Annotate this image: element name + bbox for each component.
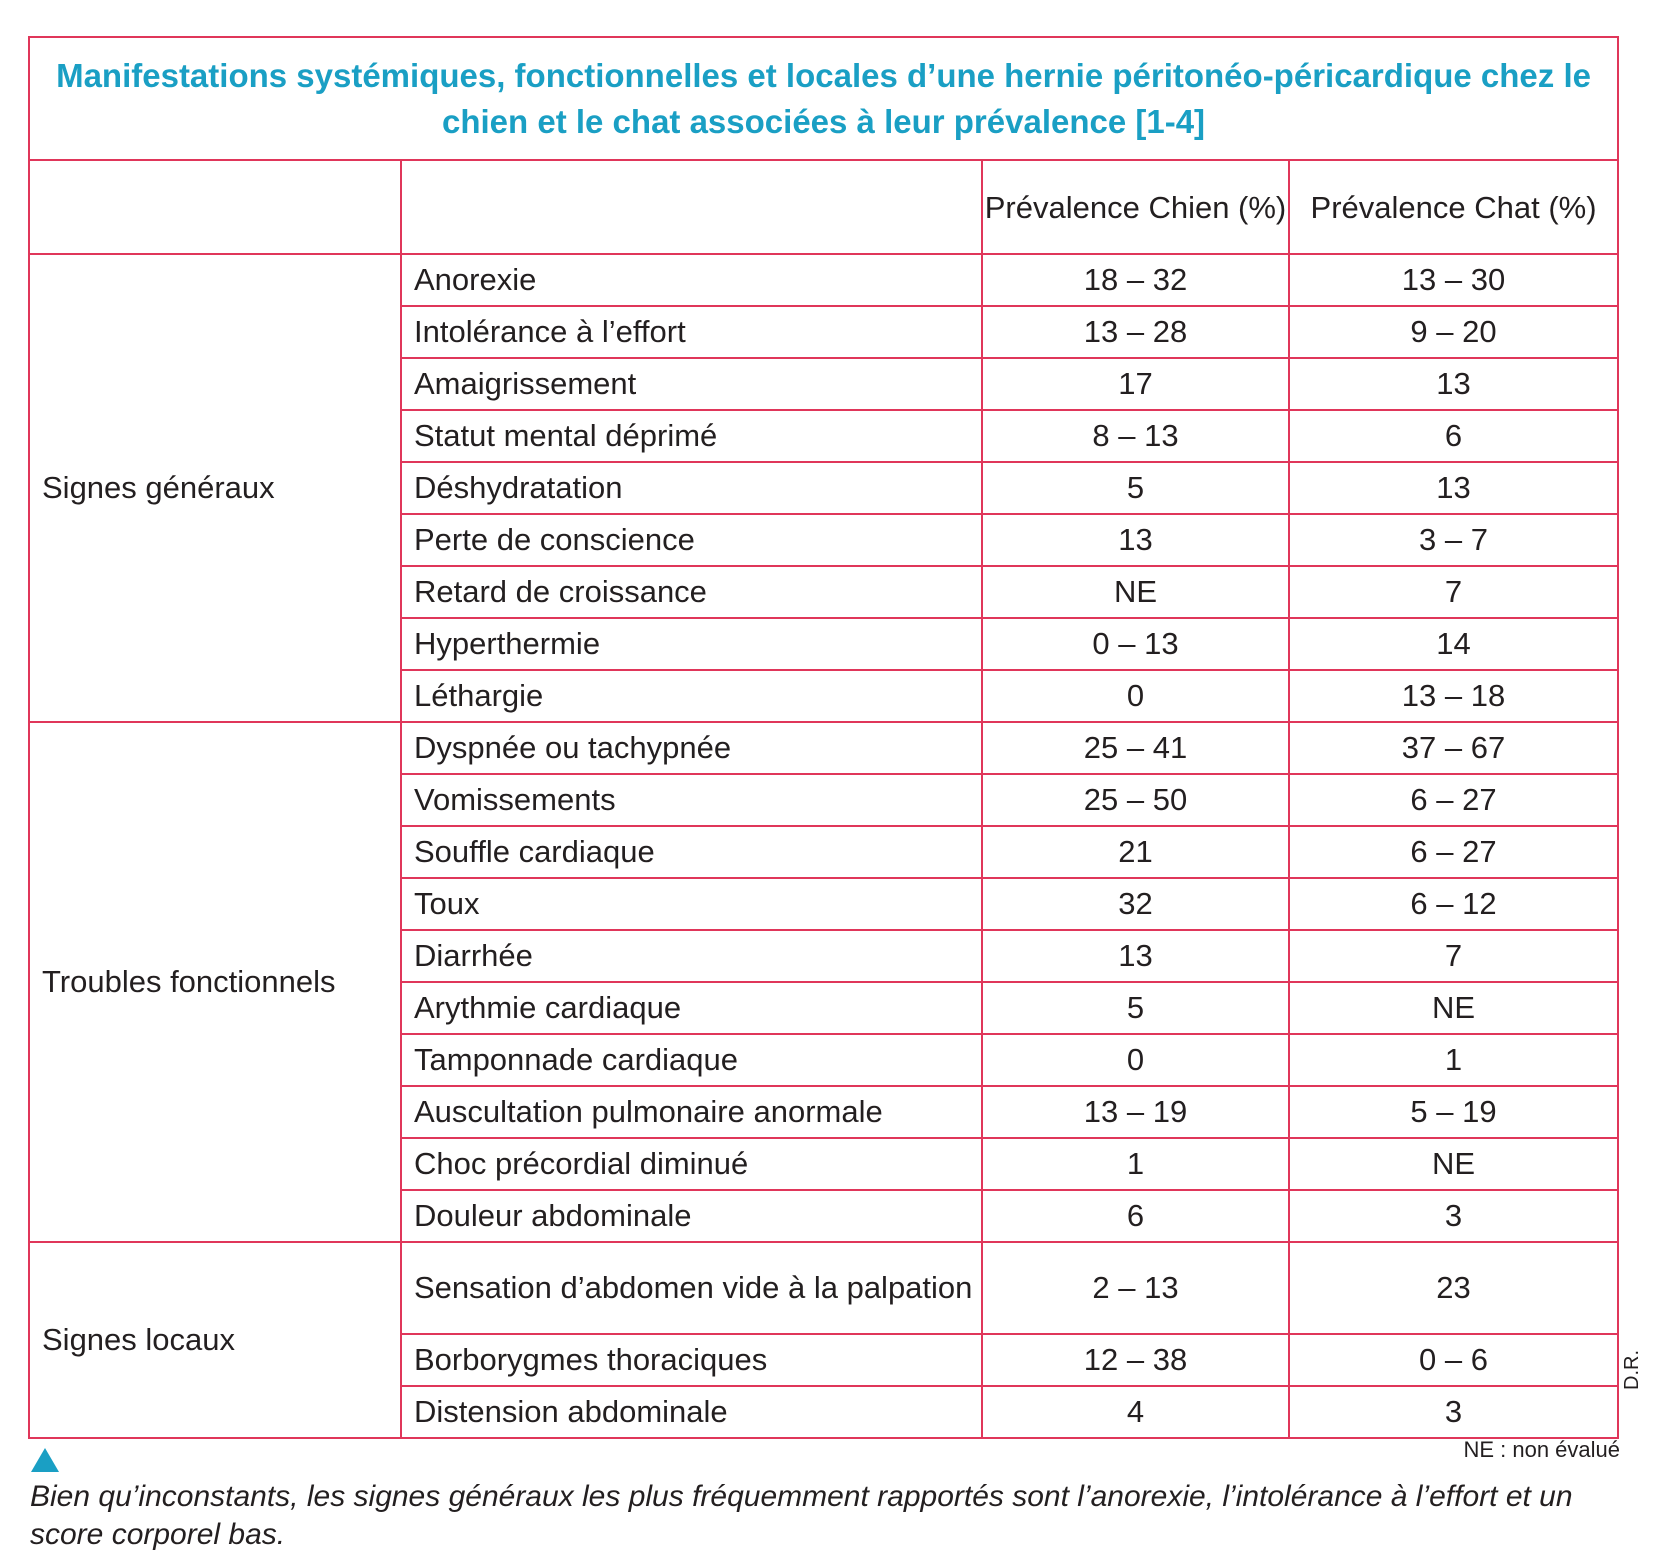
sign-cell: Vomissements xyxy=(401,774,982,826)
prevalence-chat-cell: 3 xyxy=(1289,1386,1618,1438)
prevalence-chien-cell: 2 – 13 xyxy=(982,1242,1289,1334)
sign-cell: Arythmie cardiaque xyxy=(401,982,982,1034)
sign-cell: Tamponnade cardiaque xyxy=(401,1034,982,1086)
prevalence-chien-cell: 0 – 13 xyxy=(982,618,1289,670)
prevalence-chat-cell: 7 xyxy=(1289,566,1618,618)
sign-cell: Dyspnée ou tachypnée xyxy=(401,722,982,774)
prevalence-chien-cell: 13 – 19 xyxy=(982,1086,1289,1138)
prevalence-chat-cell: 1 xyxy=(1289,1034,1618,1086)
prevalence-chat-cell: 0 – 6 xyxy=(1289,1334,1618,1386)
prevalence-chat-cell: 7 xyxy=(1289,930,1618,982)
prevalence-chien-cell: 17 xyxy=(982,358,1289,410)
prevalence-chien-cell: 6 xyxy=(982,1190,1289,1242)
prevalence-chat-cell: 37 – 67 xyxy=(1289,722,1618,774)
sign-cell: Choc précordial diminué xyxy=(401,1138,982,1190)
prevalence-chien-cell: 12 – 38 xyxy=(982,1334,1289,1386)
prevalence-chien-cell: 13 – 28 xyxy=(982,306,1289,358)
legend-note: NE : non évalué xyxy=(1463,1437,1620,1462)
prevalence-chat-cell: 14 xyxy=(1289,618,1618,670)
table-row xyxy=(29,722,1618,774)
sign-cell: Statut mental déprimé xyxy=(401,410,982,462)
header-empty-sign xyxy=(401,160,982,254)
sign-cell: Sensation d’abdomen vide à la palpation xyxy=(401,1242,982,1334)
sign-cell: Toux xyxy=(401,878,982,930)
table-row xyxy=(29,1242,1618,1334)
prevalence-chien-cell: 25 – 41 xyxy=(982,722,1289,774)
prevalence-table xyxy=(28,36,1619,1439)
triangle-marker-icon xyxy=(31,1448,59,1472)
prevalence-chat-cell: 13 – 30 xyxy=(1289,254,1618,306)
prevalence-chat-cell: 3 xyxy=(1289,1190,1618,1242)
header-prevalence-chien: Prévalence Chien (%) xyxy=(982,160,1289,254)
table-title: Manifestations systémiques, fonctionnelles et locales d’une hernie péritonéo-péricardique chez le chien et le chat associées à leur prévalence [1-4] xyxy=(29,37,1618,160)
category-cell: Troubles fonctionnels xyxy=(29,722,401,1242)
prevalence-chat-cell: 9 – 20 xyxy=(1289,306,1618,358)
prevalence-table-frame xyxy=(28,36,1617,1439)
header-prevalence-chat: Prévalence Chat (%) xyxy=(1289,160,1618,254)
prevalence-chien-cell: 5 xyxy=(982,462,1289,514)
prevalence-chien-cell: 18 – 32 xyxy=(982,254,1289,306)
prevalence-chien-cell: 5 xyxy=(982,982,1289,1034)
prevalence-chat-cell: 13 – 18 xyxy=(1289,670,1618,722)
prevalence-chien-cell: 21 xyxy=(982,826,1289,878)
sign-cell: Perte de conscience xyxy=(401,514,982,566)
prevalence-chien-cell: 13 xyxy=(982,514,1289,566)
prevalence-chat-cell: 6 – 27 xyxy=(1289,826,1618,878)
sign-cell: Auscultation pulmonaire anormale xyxy=(401,1086,982,1138)
prevalence-chat-cell: 6 – 12 xyxy=(1289,878,1618,930)
sign-cell: Distension abdominale xyxy=(401,1386,982,1438)
prevalence-chat-cell: NE xyxy=(1289,1138,1618,1190)
prevalence-chat-cell: 5 – 19 xyxy=(1289,1086,1618,1138)
prevalence-chat-cell: 23 xyxy=(1289,1242,1618,1334)
header-empty-category xyxy=(29,160,401,254)
sign-cell: Diarrhée xyxy=(401,930,982,982)
prevalence-chien-cell: 0 xyxy=(982,1034,1289,1086)
sign-cell: Borborygmes thoraciques xyxy=(401,1334,982,1386)
sign-cell: Déshydratation xyxy=(401,462,982,514)
credit-label: D.R. xyxy=(1621,1350,1643,1390)
prevalence-chien-cell: 0 xyxy=(982,670,1289,722)
prevalence-chien-cell: 13 xyxy=(982,930,1289,982)
prevalence-chat-cell: 13 xyxy=(1289,358,1618,410)
prevalence-chat-cell: NE xyxy=(1289,982,1618,1034)
prevalence-chien-cell: 4 xyxy=(982,1386,1289,1438)
prevalence-chat-cell: 3 – 7 xyxy=(1289,514,1618,566)
prevalence-chien-cell: 1 xyxy=(982,1138,1289,1190)
header-row xyxy=(29,160,1618,254)
sign-cell: Hyperthermie xyxy=(401,618,982,670)
category-cell: Signes généraux xyxy=(29,254,401,722)
prevalence-chien-cell: 25 – 50 xyxy=(982,774,1289,826)
prevalence-chat-cell: 6 – 27 xyxy=(1289,774,1618,826)
prevalence-chien-cell: 32 xyxy=(982,878,1289,930)
prevalence-chat-cell: 6 xyxy=(1289,410,1618,462)
sign-cell: Retard de croissance xyxy=(401,566,982,618)
prevalence-chien-cell: NE xyxy=(982,566,1289,618)
sign-cell: Léthargie xyxy=(401,670,982,722)
sign-cell: Souffle cardiaque xyxy=(401,826,982,878)
sign-cell: Intolérance à l’effort xyxy=(401,306,982,358)
prevalence-chien-cell: 8 – 13 xyxy=(982,410,1289,462)
sign-cell: Douleur abdominale xyxy=(401,1190,982,1242)
sign-cell: Anorexie xyxy=(401,254,982,306)
sign-cell: Amaigrissement xyxy=(401,358,982,410)
prevalence-chat-cell: 13 xyxy=(1289,462,1618,514)
figure-caption: Bien qu’inconstants, les signes généraux les plus fréquemment rapportés sont l’anorexie, l’intolérance à l’effort et un score corporel bas. xyxy=(30,1480,1573,1551)
table-row xyxy=(29,254,1618,306)
category-cell: Signes locaux xyxy=(29,1242,401,1438)
